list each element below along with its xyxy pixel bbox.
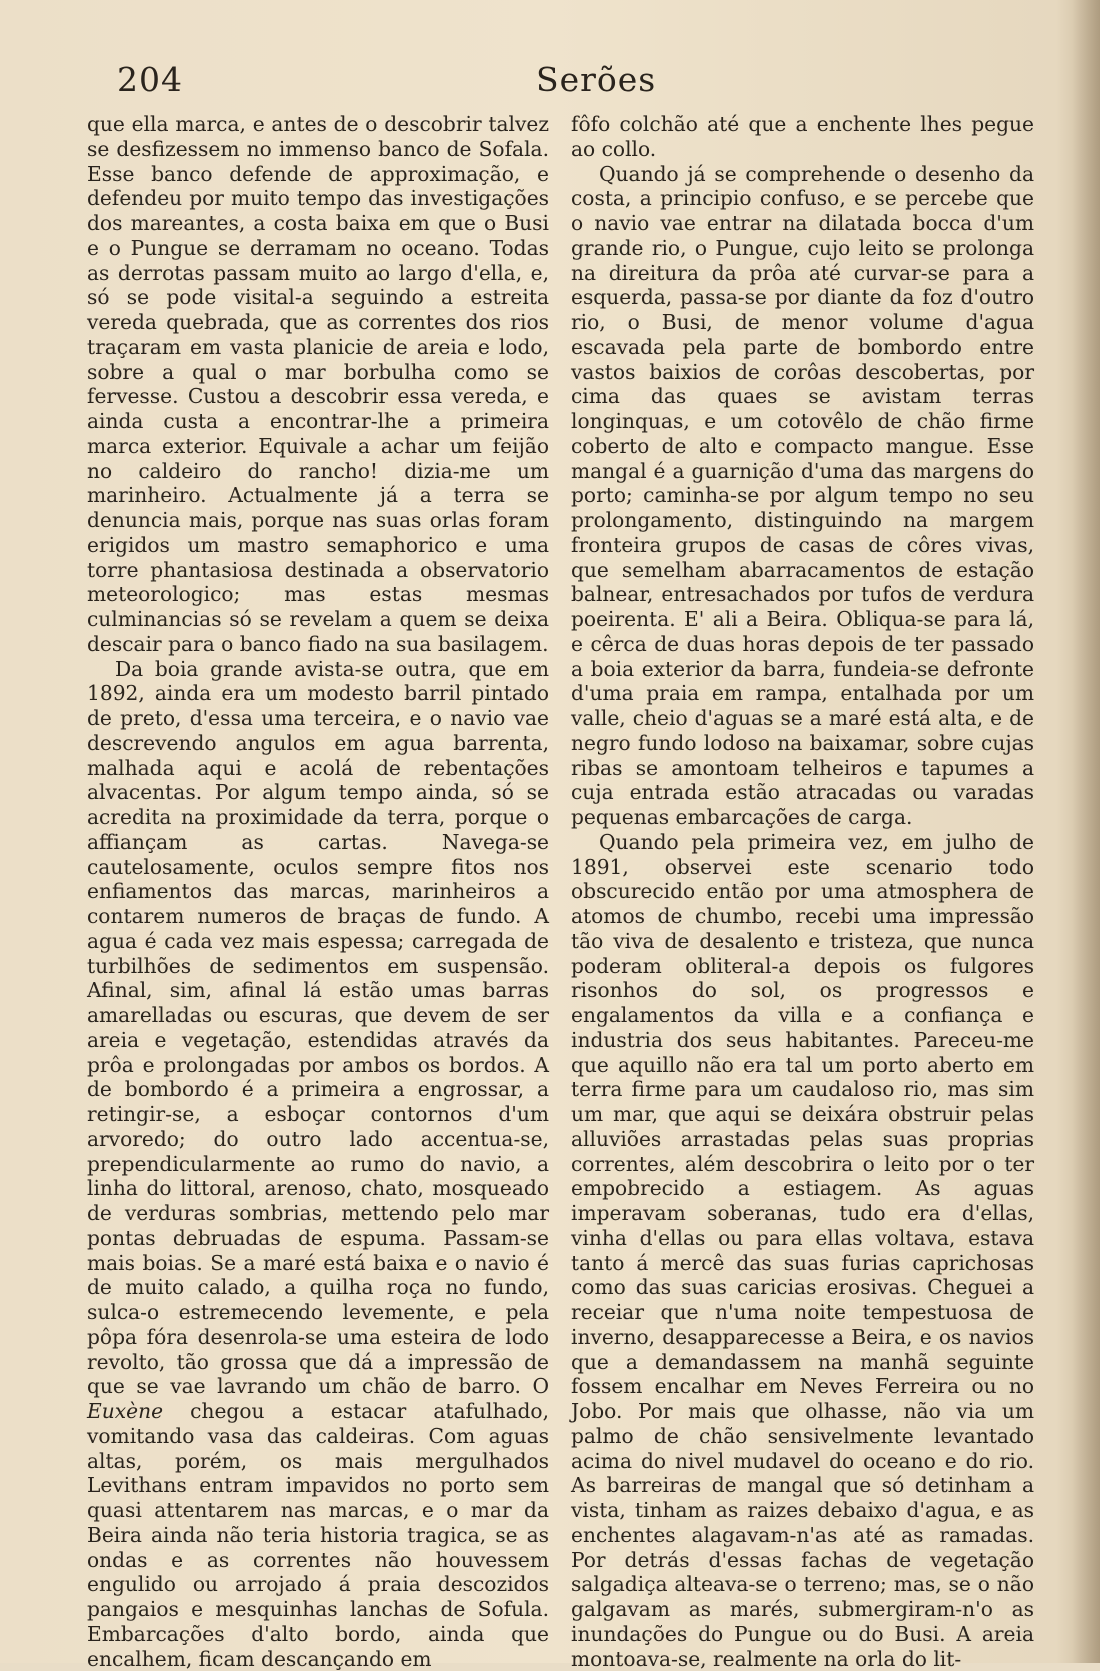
running-title: Serões [536, 60, 656, 99]
page-edge-shadow [1072, 0, 1100, 1663]
paragraph: fôfo colchão até que a enchente lhes pegue ao collo. [571, 112, 1034, 162]
page-header [0, 60, 1100, 110]
paragraph: Quando pela primeira vez, em julho de 1891, observei este scenario todo obscurecido então por uma atmosphera de atomos de chumbo, recebi uma impressão tão viva de desalento e tristeza, que nunca poderam obliteral-a depois os fulgores risonhos do sol, os progressos e engalamentos da villa e a confiança e industria dos seus habitantes. Pareceu-me que aquillo não era tal um porto aberto em terra firme para um caudaloso rio, mas sim um mar, que aqui se deixára obstruir pelas alluviões arrastadas pelas suas proprias correntes, além descobrira o leito por o ter empobrecido a estiagem. As aguas imperavam soberanas, tudo era d'ellas, vinha d'ellas ou para ellas voltava, estava tanto á mercê das suas furias caprichosas como das suas caricias erosivas. Cheguei a receiar que n'uma noite tempestuosa de inverno, desapparecesse a Beira, e os navios que a demandassem na manhã seguinte fossem encalhar em Neves Ferreira ou no Jobo. Por mais que olhasse, não via um palmo de chão sensivelmente levantado acima do nivel mudavel do oceano e do rio. As barreiras de mangal que só detinham a vista, tinham as raizes debaixo d'agua, e as enchentes alagavam-n'as até as ramadas. Por detrás d'essas fachas de vegetação salgadiça alteava-se o terreno; mas, se o não galgavam as marés, submergiram-n'o as inundações do Pungue ou do Busi. A areia montoava-se, realmente na orla do lit- [571, 830, 1034, 1671]
paragraph: Quando já se comprehende o desenho da costa, a principio confuso, e se percebe que o navio vae entrar na dilatada bocca d'um grande rio, o Pungue, cujo leito se prolonga na direitura da prôa até curvar-se para a esquerda, passa-se por diante da foz d'outro rio, o Busi, de menor volume d'agua escavada pela parte de bombordo entre vastos baixios de corôas descobertas, por cima das quaes se avistam terras longinquas, e um cotovêlo de chão firme coberto de alto e compacto mangue. Esse mangal é a guarnição d'uma das margens do porto; caminha-se por algum tempo no seu prolongamento, distinguindo na margem fronteira grupos de casas de côres vivas, que semelham abarracamentos de estação balnear, entresachados por tufos de verdura poeirenta. E' ali a Beira. Obliqua-se para lá, e cêrca de duas horas depois de ter passado a boia exterior da barra, fundeia-se defronte d'uma praia em rampa, entalhada por um valle, cheio d'aguas se a maré está alta, e de negro fundo lodoso na baixamar, sobre cujas ribas se amontoam telheiros e tapumes a cuja entrada estão atracadas ou varadas pequenas embarcações de carga. [571, 162, 1034, 830]
paragraph-text: chegou a estacar atafulhado, vomitando vasa das caldeiras. Com aguas altas, porém, os mais mergulhados Levithans entram impavidos no porto sem quasi attentarem nas marcas, e o mar da Beira ainda não teria historia tragica, se as ondas e as correntes não houvessem engulido ou arrojado á praia descozidos pangaios e mesquinhas lanchas de Sofula. Embarcações d'alto bordo, ainda que encalhem, ficam descançando em [87, 1399, 549, 1671]
page-number: 204 [117, 60, 183, 99]
left-column [87, 112, 549, 1671]
right-column [571, 112, 1034, 1671]
paragraph [87, 657, 549, 1671]
ship-name: Euxène [87, 1399, 163, 1423]
paragraph-text: Da boia grande avista-se outra, que em 1892, ainda era um modesto barril pintado de preto, d'essa uma terceira, e o navio vae descrevendo angulos em agua barrenta, malhada aqui e acolá de rebentações alvacentas. Por algum tempo ainda, só se acredita na proximidade da terra, porque o affiançam as cartas. Navega-se cautelosamente, oculos sempre fitos nos enfiamentos das marcas, marinheiros a contarem numeros de braças de fundo. A agua é cada vez mais espessa; carregada de turbilhões de sedimentos em suspensão. Afinal, sim, afinal lá estão umas barras amarelladas ou escuras, que devem de ser areia e vegetação, estendidas através da prôa e prolongadas por ambos os bordos. A de bombordo é a primeira a engrossar, a retingir-se, a esboçar contornos d'um arvoredo; do outro lado accentua-se, prependicularmente ao rumo do navio, a linha do littoral, arenoso, chato, mosqueado de verduras sombrias, mettendo pelo mar pontas debruadas de espuma. Passam-se mais boias. Se a maré está baixa e o navio é de muito calado, a quilha roça no fundo, sulca-o estremecendo levemente, e pela pôpa fóra desenrola-se uma esteira de lodo revolto, tão grossa que dá a impressão de que se vae lavrando um chão de barro. O [87, 657, 549, 1399]
paragraph: que ella marca, e antes de o descobrir talvez se desfizessem no immenso banco de Sofala. Esse banco defende de approximação, e defendeu por muito tempo das investigações dos mareantes, a costa baixa em que o Busi e o Pungue se derramam no oceano. Todas as derrotas passam muito ao largo d'ella, e, só se pode visital-a seguindo a estreita vereda quebrada, que as correntes dos rios traçaram em vasta planicie de areia e lodo, sobre a qual o mar borbulha como se fervesse. Custou a descobrir essa vereda, e ainda custa a encontrar-lhe a primeira marca exterior. Equivale a achar um feijão no caldeiro do rancho! dizia-me um marinheiro. Actualmente já a terra se denuncia mais, porque nas suas orlas foram erigidos um mastro semaphorico e uma torre phantasiosa destinada a observatorio meteorologico; mas estas mesmas culminancias só se revelam a quem se deixa descair para o banco fiado na sua basilagem. [87, 112, 549, 657]
